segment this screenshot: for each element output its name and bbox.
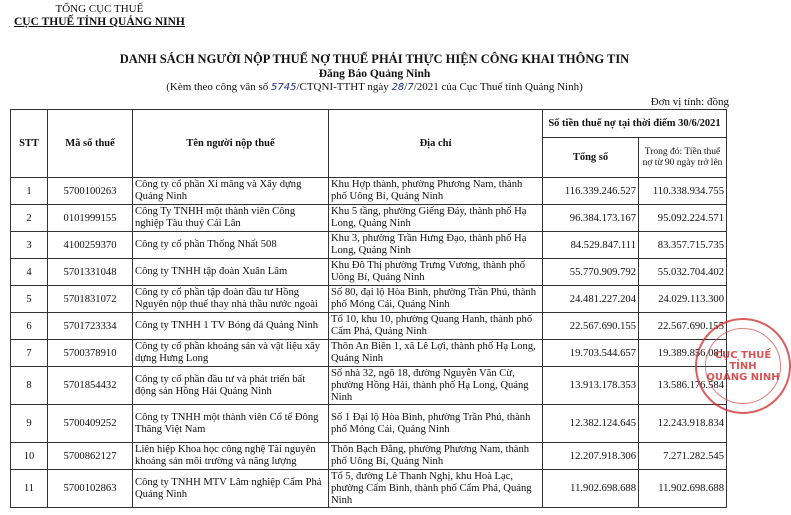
row-name: Công ty TNHH MTV Lâm nghiệp Cẩm Phả Quảng Ninh <box>133 470 329 508</box>
row-over90: 55.032.704.402 <box>639 259 727 286</box>
header-stt: STT <box>11 110 48 178</box>
row-address: Số nhà 32, ngõ 18, đường Nguyễn Văn Cừ, phường Hồng Hải, thành phố Hạ Long, Quảng Ninh <box>329 367 543 405</box>
row-total: 96.384.173.167 <box>543 205 639 232</box>
row-stt: 9 <box>11 405 48 443</box>
row-stt: 8 <box>11 367 48 405</box>
row-tax-code: 5700102863 <box>48 470 133 508</box>
row-stt: 1 <box>11 178 48 205</box>
table-row <box>11 205 727 232</box>
header-name: Tên người nộp thuế <box>133 110 329 178</box>
row-name: Công ty cổ phần khoáng sản và vật liệu xây dựng Hưng Long <box>133 340 329 367</box>
row-stt: 5 <box>11 286 48 313</box>
reference-note <box>0 81 749 93</box>
row-stt: 10 <box>11 443 48 470</box>
row-over90: 95.092.224.571 <box>639 205 727 232</box>
row-total: 22.567.690.155 <box>543 313 639 340</box>
table-row <box>11 367 727 405</box>
table-row <box>11 232 727 259</box>
document-title: DANH SÁCH NGƯỜI NỘP THUẾ NỢ THUẾ PHẢI THỰC HIỆN CÔNG KHAI THÔNG TIN <box>119 52 630 66</box>
row-total: 11.902.698.688 <box>543 470 639 508</box>
header-debt-group: Số tiền thuế nợ tại thời điểm 30/6/2021 <box>543 110 727 138</box>
row-stt: 4 <box>11 259 48 286</box>
agency-header <box>14 3 185 29</box>
row-tax-code: 5701831072 <box>48 286 133 313</box>
row-name: Công Ty TNHH một thành viên Công nghiệp Tàu thuỷ Cái Lân <box>133 205 329 232</box>
note-suffix: /2021 của Cục Thuế tỉnh Quảng Ninh) <box>413 81 583 93</box>
row-name: Công ty TNHH tập đoàn Xuân Lâm <box>133 259 329 286</box>
row-name: Công ty TNHH một thành viên Cổ tế Đông Thăng Việt Nam <box>133 405 329 443</box>
row-over90: 110.338.934.755 <box>639 178 727 205</box>
header-address: Địa chỉ <box>329 110 543 178</box>
row-address: Số 1 Đại lộ Hòa Bình, phường Trần Phú, thành phố Móng Cái, Quảng Ninh <box>329 405 543 443</box>
row-total: 24.481.227.204 <box>543 286 639 313</box>
row-address: Khu Hợp thành, phường Phương Nam, thành phố Uông Bí, Quảng Ninh <box>329 178 543 205</box>
row-name: Công ty cổ phần đầu tư và phát triển bất động sản Hồng Hải Quảng Ninh <box>133 367 329 405</box>
note-mid: /CTQNI-TTHT ngày <box>296 81 392 93</box>
row-stt: 2 <box>11 205 48 232</box>
table-row <box>11 313 727 340</box>
row-stt: 7 <box>11 340 48 367</box>
table-row <box>11 340 727 367</box>
issuing-agency: CỤC THUẾ TỈNH QUẢNG NINH <box>14 16 185 28</box>
row-address: Thôn Bạch Đằng, phường Phương Nam, thành phố Uông Bí, Quảng Ninh <box>329 443 543 470</box>
row-name: Công ty cổ phần tập đoàn đầu tư Hồng Nguyên nộp thuế thay nhà thầu nước ngoài <box>133 286 329 313</box>
row-name: Công ty TNHH 1 TV Bóng đá Quảng Ninh <box>133 313 329 340</box>
row-tax-code: 5700409252 <box>48 405 133 443</box>
note-sep: / <box>404 81 408 93</box>
table-row <box>11 259 727 286</box>
table-row <box>11 443 727 470</box>
parent-agency: TỔNG CỤC THUẾ <box>55 3 144 15</box>
row-over90: 12.243.918.834 <box>639 405 727 443</box>
seal-line-1: CỤC THUẾ <box>714 350 772 361</box>
row-stt: 6 <box>11 313 48 340</box>
row-address: Tổ 10, khu 10, phường Quang Hanh, thành phố Cẩm Phả, Quảng Ninh <box>329 313 543 340</box>
row-tax-code: 5701331048 <box>48 259 133 286</box>
row-name: Công ty cổ phần Thống Nhất 508 <box>133 232 329 259</box>
row-name: Liên hiệp Khoa học công nghệ Tài nguyên khoáng sản môi trường và năng lượng <box>133 443 329 470</box>
handwritten-day: 28 <box>391 82 405 93</box>
row-total: 13.913.178.353 <box>543 367 639 405</box>
row-total: 19.703.544.657 <box>543 340 639 367</box>
table-body <box>11 178 727 508</box>
table-row <box>11 405 727 443</box>
row-over90: 13.586.176.584 <box>639 367 727 405</box>
header-total: Tổng số <box>543 138 639 178</box>
note-prefix: (Kèm theo công văn số <box>166 81 271 93</box>
row-tax-code: 5700862127 <box>48 443 133 470</box>
row-over90: 24.029.113.300 <box>639 286 727 313</box>
row-total: 116.339.246.527 <box>543 178 639 205</box>
document-subtitle: Đăng Báo Quảng Ninh <box>318 68 431 80</box>
row-address: Thôn An Biên 1, xã Lê Lợi, thành phố Hạ Long, Quảng Ninh <box>329 340 543 367</box>
row-address: Khu 3, phường Trần Hưng Đạo, thành phố Hạ Long, Quảng Ninh <box>329 232 543 259</box>
row-over90: 11.902.698.688 <box>639 470 727 508</box>
row-tax-code: 5700100263 <box>48 178 133 205</box>
row-address: Khu 5 tầng, phường Giếng Đáy, thành phố Hạ Long, Quảng Ninh <box>329 205 543 232</box>
row-stt: 11 <box>11 470 48 508</box>
row-tax-code: 5701723334 <box>48 313 133 340</box>
row-address: Tổ 5, đường Lê Thanh Nghị, khu Hoà Lạc, phường Cẩm Bình, thành phố Cẩm Phả, Quảng Ninh <box>329 470 543 508</box>
row-total: 84.529.847.111 <box>543 232 639 259</box>
row-tax-code: 5700378910 <box>48 340 133 367</box>
table-row <box>11 286 727 313</box>
row-over90: 22.567.690.155 <box>639 313 727 340</box>
handwritten-doc-number: 5745 <box>270 82 297 93</box>
table-row <box>11 178 727 205</box>
header-over90: Trong đó: Tiền thuế nợ từ 90 ngày trở lên <box>639 138 727 178</box>
table-row <box>11 470 727 508</box>
seal-line-2: TỈNH <box>729 361 757 372</box>
row-over90: 7.271.282.545 <box>639 443 727 470</box>
row-total: 12.207.918.306 <box>543 443 639 470</box>
tax-debt-table <box>10 109 727 508</box>
row-tax-code: 5701854432 <box>48 367 133 405</box>
row-total: 12.382.124.645 <box>543 405 639 443</box>
row-stt: 3 <box>11 232 48 259</box>
row-name: Công ty cổ phần Xi măng và Xây dựng Quảng Ninh <box>133 178 329 205</box>
row-address: Khu Đô Thị phường Trưng Vương, thành phố Uông Bí, Quảng Ninh <box>329 259 543 286</box>
header-tax-code: Mã số thuế <box>48 110 133 178</box>
row-total: 55.770.909.792 <box>543 259 639 286</box>
row-over90: 19.389.856.081 <box>639 340 727 367</box>
row-address: Số 80, đại lộ Hòa Bình, phường Trần Phú, thành phố Móng Cái, Quảng Ninh <box>329 286 543 313</box>
seal-line-3: QUẢNG NINH <box>706 372 780 383</box>
handwritten-month: 7 <box>407 82 414 93</box>
currency-unit: Đơn vị tính: đồng <box>650 96 729 108</box>
row-tax-code: 4100259370 <box>48 232 133 259</box>
row-over90: 83.357.715.735 <box>639 232 727 259</box>
row-tax-code: 0101999155 <box>48 205 133 232</box>
